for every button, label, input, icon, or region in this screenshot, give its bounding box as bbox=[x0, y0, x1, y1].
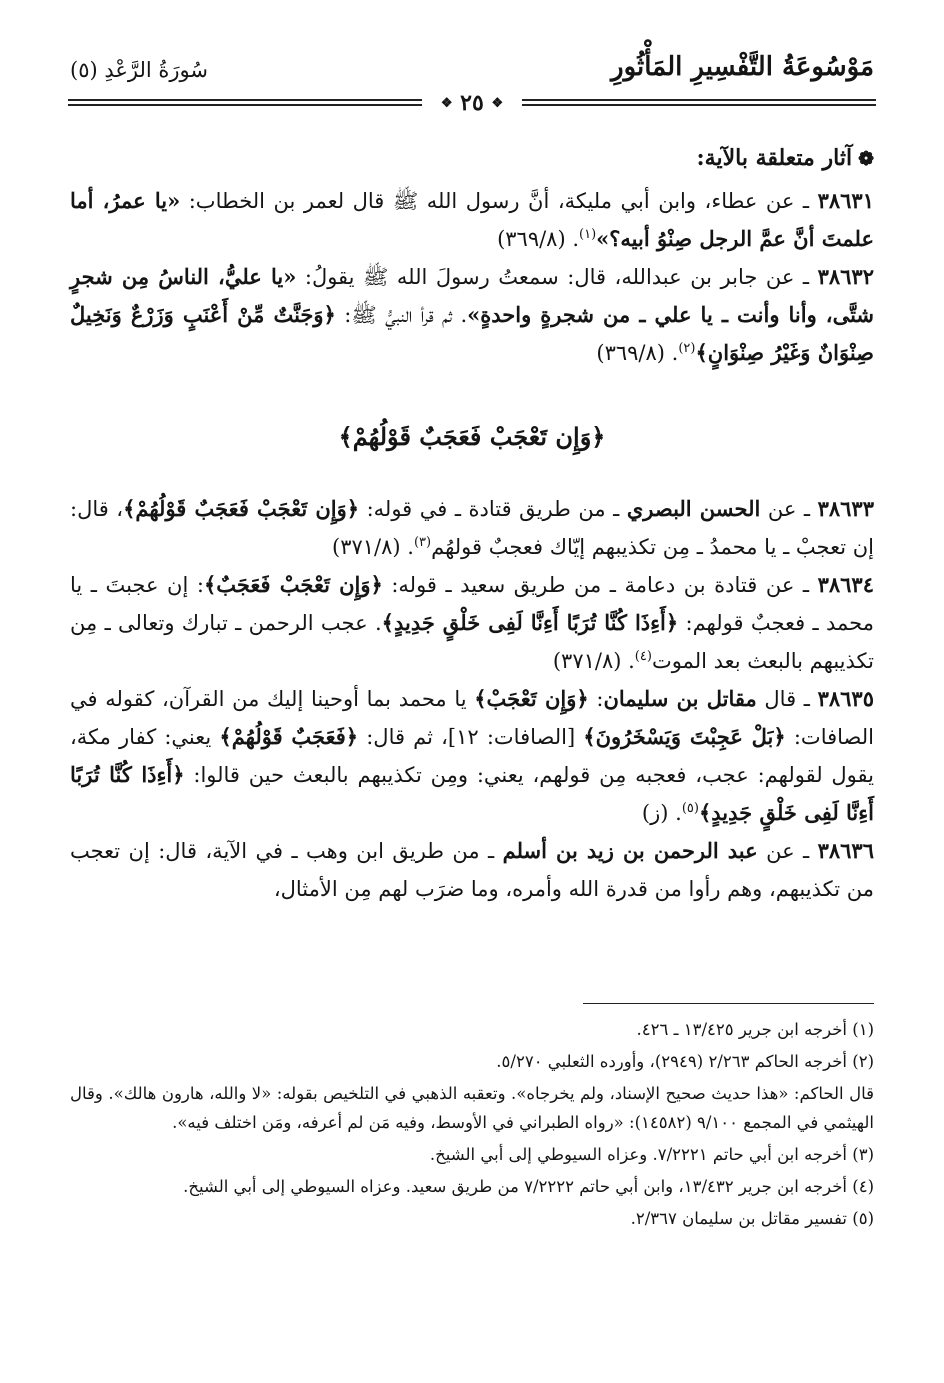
narration-number: ٣٨٦٣١ bbox=[817, 188, 874, 213]
narration-38635 bbox=[70, 680, 874, 832]
volume-reference: . (٣٧١/٨) bbox=[332, 535, 414, 559]
narration-number: ٣٨٦٣٣ bbox=[817, 496, 874, 521]
quran-quote: ﴿وَإِن تَعْجَبْ﴾ bbox=[474, 686, 589, 711]
hadith-quote: «يا عمرُ، أما علمتَ أنَّ عمَّ الرجل صِنْوُ أبيه؟» bbox=[70, 188, 874, 251]
narration-38634 bbox=[70, 566, 874, 680]
quran-quote: ﴿أَءِذَا كُنَّا تُرَبًا أَءِنَّا لَفِى خَلْقٍ جَدِيدٍ﴾ bbox=[381, 610, 679, 635]
footnote-marker[interactable]: (٤) bbox=[634, 649, 652, 664]
footnote: (١) أخرجه ابن جرير ١٣/٤٢٥ ـ ٤٢٦. bbox=[636, 1020, 874, 1039]
footnote: (٣) أخرجه ابن أبي حاتم ٧/٢٢٢١. وعزاه السيوطي إلى أبي الشيخ. bbox=[429, 1145, 874, 1164]
footnote-marker[interactable]: (٣) bbox=[413, 535, 432, 550]
narration-text: يا محمد بما أوحينا إليك من القرآن، كقوله في الصافات: bbox=[70, 687, 874, 749]
ornament-icon: ❖ bbox=[440, 96, 453, 111]
narration-number: ٣٨٦٣٥ bbox=[817, 686, 874, 711]
volume-reference: . (٣٦٩/٨) bbox=[596, 341, 679, 365]
narration-text: ـ عن bbox=[760, 497, 818, 521]
narration-text: [الصافات: ١٢]، ثم قال: bbox=[358, 725, 584, 749]
narration-text: ـ عن قتادة بن دعامة ـ من طريق سعيد ـ قوله: bbox=[382, 573, 818, 597]
footnote-marker[interactable]: (١) bbox=[579, 227, 597, 242]
surah-label: سُورَةُ الرَّعْدِ (٥) bbox=[70, 58, 208, 82]
footnote-separator bbox=[583, 1003, 874, 1004]
volume-reference: . (٣٦٩/٨) bbox=[497, 227, 580, 251]
verse-heading: ﴿وَإِن تَعْجَبْ فَعَجَبٌ قَوْلُهُمْ﴾ bbox=[338, 422, 606, 451]
narration-text: . عجب الرحمن ـ تبارك وتعالى ـ مِن تكذيبهم بالبعث بعد الموت bbox=[70, 611, 874, 673]
footnote: (٥) تفسير مقاتل بن سليمان ٢/٣٦٧. bbox=[630, 1209, 874, 1228]
narration-number: ٣٨٦٣٢ bbox=[817, 264, 874, 289]
page-number-box bbox=[422, 89, 522, 117]
footnote-marker[interactable]: (٢) bbox=[678, 341, 696, 356]
narration-text: يعني: كفار مكة، يقول لقولهم: عجب، فعجبه مِن قولهم، يعني: ومِن تكذيبهم بالبعث حين قالوا: bbox=[70, 725, 875, 787]
narration-number: ٣٨٦٣٤ bbox=[817, 572, 874, 597]
volume-reference: . (٣٧١/٨) bbox=[552, 649, 635, 673]
narration-38632 bbox=[70, 258, 874, 372]
narration-number: ٣٨٦٣٦ bbox=[817, 838, 874, 863]
quran-quote: ﴿بَلْ عَجِبْتَ وَيَسْخَرُونَ﴾ bbox=[583, 724, 786, 749]
narration-text: ـ من طريق قتادة ـ في قوله: bbox=[359, 497, 627, 521]
footnotes bbox=[70, 1015, 874, 1236]
page-number: ٢٥ bbox=[460, 90, 484, 116]
narration-text: ـ من طريق ابن وهب ـ في الآية، قال: إن تعجب من تكذيبهم، وهم رأوا من قدرة الله وأمره، وما ضرَب لهم مِن الأمثال، bbox=[70, 839, 874, 901]
narration-38633 bbox=[70, 490, 874, 566]
narrator-name: الحسن البصري bbox=[626, 496, 761, 521]
footnote: قال الحاكم: «هذا حديث صحيح الإسناد، ولم يخرجاه». وتعقبه الذهبي في التلخيص بقوله: «لا والله، هارون هالك». وقال الهيثمي في المجمع ٩/١٠٠ (١٤٥٨٢): «رواه الطبراني في الأوسط، وفيه مَن لم أعرفه، ومَن اختلف فيه». bbox=[70, 1084, 874, 1132]
narration-38631 bbox=[70, 182, 874, 258]
quran-quote: ﴿أَءِذَا كُنَّا تُرَبًا أَءِنَّا لَفِى خَلْقٍ جَدِيدٍ﴾ bbox=[70, 762, 874, 825]
narration-38636 bbox=[70, 832, 874, 908]
narrator-name: مقاتل بن سليمان bbox=[603, 686, 757, 711]
narration-text: ـ عن bbox=[757, 839, 818, 863]
quran-quote: ﴿وَإِن تَعْجَبْ فَعَجَبٌ قَوْلُهُمْ﴾ bbox=[123, 496, 360, 521]
quran-quote: ﴿وَإِن تَعْجَبْ فَعَجَبٌ﴾ bbox=[203, 572, 383, 597]
ornament-icon: ❖ bbox=[491, 96, 504, 111]
quran-quote: ﴿فَعَجَبٌ قَوْلُهُمْ﴾ bbox=[219, 724, 359, 749]
main-text bbox=[70, 135, 874, 908]
book-title: مَوْسُوعَةُ التَّفْسِيرِ المَأْثُورِ bbox=[611, 52, 874, 82]
section-title: ❁آثار متعلقة بالآية: bbox=[696, 145, 874, 171]
footnote: (٤) أخرجه ابن جرير ١٣/٤٣٢، وابن أبي حاتم ٧/٢٢٢٢ من طريق سعيد. وعزاه السيوطي إلى أبي الشيخ. bbox=[183, 1177, 874, 1196]
narration-text: : bbox=[588, 687, 604, 711]
narration-text: ـ عن جابر بن عبدالله، قال: سمعتُ رسولَ الله ﷺ يقولُ: bbox=[296, 265, 818, 289]
footnote: (٢) أخرجه الحاكم ٢/٢٦٣ (٢٩٤٩)، وأورده الثعلبي ٥/٢٧٠. bbox=[496, 1052, 874, 1071]
narration-text: . ثم قرأ النبيُّ ﷺ: bbox=[335, 303, 468, 327]
volume-reference: . (ز) bbox=[641, 801, 682, 825]
narration-text: ـ قال bbox=[756, 687, 818, 711]
quran-quote: ﴿وَجَنَّتٌ مِّنْ أَعْنَبٍ وَزَرْعٌ وَنَخِيلٌ صِنْوَانٌ وَغَيْرُ صِنْوَانٍ﴾ bbox=[70, 302, 874, 365]
flower-icon: ❁ bbox=[858, 148, 874, 170]
footnote-marker[interactable]: (٥) bbox=[681, 801, 699, 816]
narration-text: : إن عجبتَ ـ يا محمد ـ فعجبٌ قولهم: bbox=[70, 573, 874, 635]
hadith-quote: «يا عليُّ، الناسُ مِن شجرٍ شتَّى، وأنا وأنت ـ يا علي ـ من شجرةٍ واحدةٍ» bbox=[70, 264, 874, 327]
narrator-name: عبد الرحمن بن زيد بن أسلم bbox=[502, 838, 758, 863]
narration-text: ـ عن عطاء، وابن أبي مليكة، أنَّ رسول الله ﷺ قال لعمر بن الخطاب: bbox=[180, 189, 818, 213]
narration-text: ، قال: إن تعجبْ ـ يا محمدُ ـ مِن تكذيبهم إيّاك فعجبٌ قولهُم bbox=[70, 497, 874, 559]
